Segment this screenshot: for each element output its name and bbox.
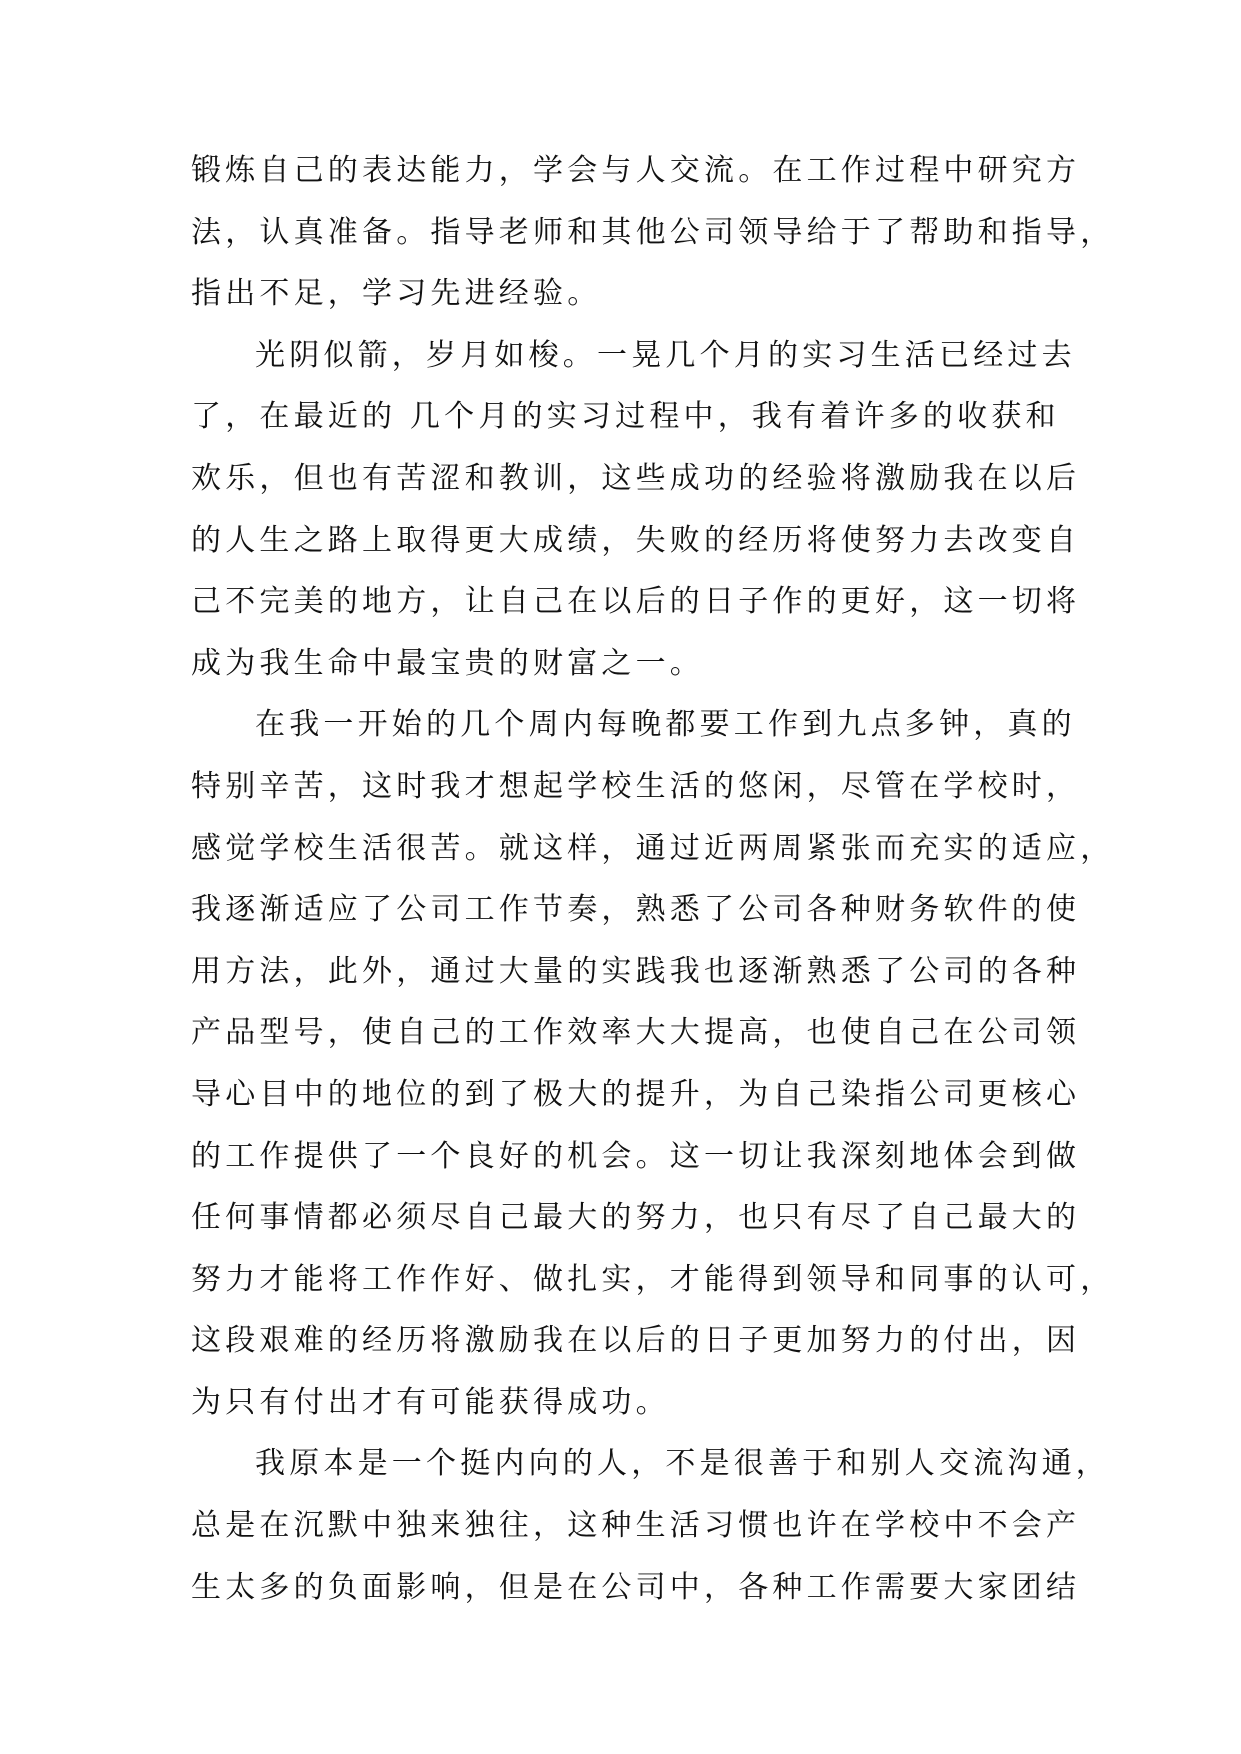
text-line: 了，在最近的 几个月的实习过程中，我有着许多的收获和 <box>191 399 1060 435</box>
text-line: 总是在沉默中独来独往，这种生活习惯也许在学校中不会产 <box>191 1508 1081 1544</box>
text-line: 在我一开始的几个周内每晚都要工作到九点多钟，真的 <box>255 707 1076 743</box>
paragraph <box>191 1433 1110 1618</box>
text-line: 特别辛苦，这时我才想起学校生活的悠闲，尽管在学校时， <box>191 768 1081 804</box>
text-line: 指出不足，学习先进经验。 <box>191 276 602 312</box>
text-line: 成为我生命中最宝贵的财富之一。 <box>191 645 704 681</box>
text-line: 导心目中的地位的到了极大的提升，为自己染指公司更核心 <box>191 1076 1081 1112</box>
body-text <box>191 140 1115 1618</box>
paragraph <box>191 325 1081 695</box>
text-line: 己不完美的地方，让自己在以后的日子作的更好，这一切将 <box>191 584 1081 620</box>
text-line: 的人生之路上取得更大成绩，失败的经历将使努力去改变自 <box>191 522 1081 558</box>
paragraph <box>191 694 1115 1433</box>
text-line: 感觉学校生活很苦。就这样，通过近两周紧张而充实的适应， <box>191 830 1115 866</box>
paragraph <box>191 140 1115 325</box>
text-line: 法，认真准备。指导老师和其他公司领导给于了帮助和指导， <box>191 214 1115 250</box>
text-line: 产品型号，使自己的工作效率大大提高，也使自己在公司领 <box>191 1015 1081 1051</box>
text-line: 欢乐，但也有苦涩和教训，这些成功的经验将激励我在以后 <box>191 460 1081 496</box>
text-line: 为只有付出才有可能获得成功。 <box>191 1384 670 1420</box>
text-line: 我原本是一个挺内向的人，不是很善于和别人交流沟通， <box>255 1446 1110 1482</box>
text-line: 锻炼自己的表达能力，学会与人交流。在工作过程中研究方 <box>191 153 1081 188</box>
text-line: 的工作提供了一个良好的机会。这一切让我深刻地体会到做 <box>191 1138 1081 1174</box>
text-line: 光阴似箭，岁月如梭。一晃几个月的实习生活已经过去 <box>255 337 1076 373</box>
text-line: 任何事情都必须尽自己最大的努力，也只有尽了自己最大的 <box>191 1200 1081 1236</box>
text-line: 生太多的负面影响，但是在公司中，各种工作需要大家团结 <box>191 1569 1081 1605</box>
text-line: 用方法，此外，通过大量的实践我也逐渐熟悉了公司的各种 <box>191 953 1081 989</box>
text-line: 努力才能将工作作好、做扎实，才能得到领导和同事的认可， <box>191 1261 1115 1297</box>
text-line: 我逐渐适应了公司工作节奏，熟悉了公司各种财务软件的使 <box>191 892 1081 928</box>
text-line: 这段艰难的经历将激励我在以后的日子更加努力的付出，因 <box>191 1323 1081 1359</box>
